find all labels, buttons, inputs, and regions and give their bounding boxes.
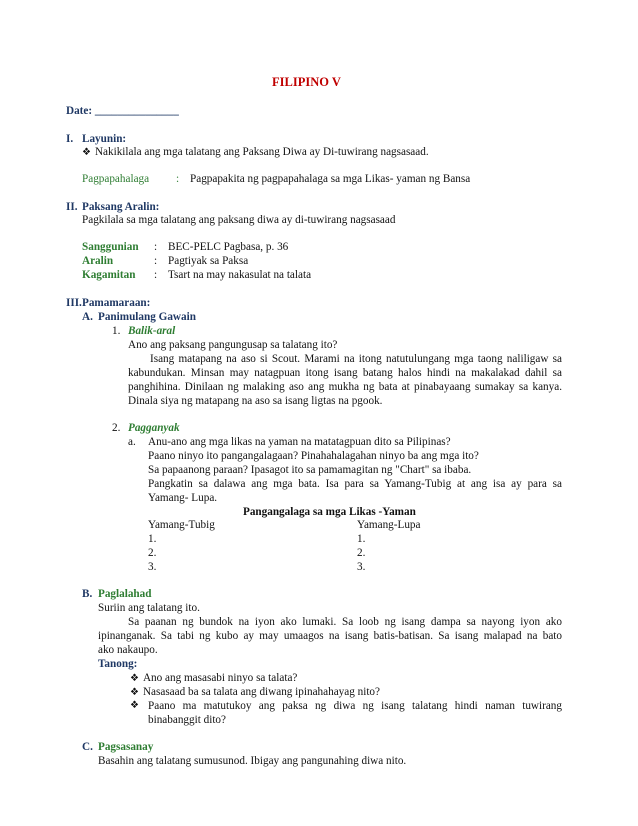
tanong-bullet-2 (130, 685, 380, 700)
kagamitan-row (82, 268, 312, 282)
pagganyak-a-label: a. (128, 436, 136, 448)
sub-a-label: Panimulang Gawain (98, 311, 196, 323)
diamond-bullet-icon: ❖ (130, 700, 139, 711)
date-line: Date: _______________ (66, 105, 179, 117)
pagganyak-line-2: Paano ninyo ito pangangalagaan? Pinahahalagahan ninyo ba ang mga ito? (148, 450, 479, 462)
pagpapahalaga-text: Pagpapakita ng pagpapahalaga sa mga Likas- yaman ng Bansa (190, 173, 471, 185)
paglalahad-line-3: ako nakaupo. (98, 644, 158, 656)
sanggunian-row (82, 240, 289, 254)
pagganyak-line-3: Sa papaanong paraan? Ipasagot ito sa pamamagitan ng "Chart" sa ibaba. (148, 464, 472, 476)
table-right-row-3: 3. (357, 561, 366, 573)
balik-aral-line-3: panghihina. Dinilaan ng malaking aso ang mukha ng bata at pinabayaang sumakay sa kanya. (128, 381, 562, 393)
table-title: Pangangalaga sa mga Likas -Yaman (243, 506, 416, 518)
item-2-number: 2. (112, 422, 121, 434)
kagamitan-value: Tsart na may nakasulat na talata (168, 269, 312, 281)
sanggunian-value: BEC-PELC Pagbasa, p. 36 (168, 241, 289, 253)
pagpapahalaga-row (82, 172, 471, 186)
paksa-description: Pagkilala sa mga talatang ang paksang diwa ay di-tuwirang nagsasaad (82, 214, 396, 226)
table-right-row-2: 2. (357, 547, 366, 559)
tanong-text-3-cont: binabanggit dito? (148, 714, 226, 726)
table-left-row-3: 3. (148, 561, 157, 573)
table-right-row-1: 1. (357, 533, 366, 545)
section-ii-heading (66, 200, 160, 214)
balik-aral-question: Ano ang paksang pangungusap sa talatang ito? (128, 339, 338, 351)
pagpapahalaga-colon: : (176, 173, 180, 185)
kagamitan-label: Kagamitan (82, 269, 136, 281)
table-left-row-1: 1. (148, 533, 157, 545)
sub-c-heading (82, 740, 154, 754)
diamond-bullet-icon: ❖ (82, 147, 91, 158)
sanggunian-colon: : (154, 241, 158, 253)
tanong-label: Tanong: (98, 658, 138, 670)
aralin-row (82, 254, 249, 268)
section-i-number: I. (66, 133, 74, 145)
aralin-value: Pagtiyak sa Paksa (168, 255, 249, 267)
paglalahad-line-2: ipinanganak. Sa tabi ng kubo ay may umaagos na isang batis-batisan. Sa isang malapad na bato (98, 630, 562, 642)
item-1-number: 1. (112, 325, 121, 337)
section-iii-label: Pamamaraan: (82, 297, 151, 309)
document-title: FILIPINO V (272, 75, 341, 89)
section-i-heading (66, 132, 127, 146)
sub-b-number: B. (82, 588, 93, 600)
section-ii-label: Paksang Aralin: (82, 201, 160, 213)
sub-b-heading (82, 587, 152, 601)
layunin-text: Nakikilala ang mga talatang ang Paksang Diwa ay Di-tuwirang nagsasaad. (94, 146, 429, 158)
section-i-label: Layunin: (82, 133, 127, 145)
section-iii-heading (66, 296, 151, 310)
section-ii-number: II. (66, 201, 78, 213)
table-col-header-left: Yamang-Tubig (148, 519, 215, 531)
pagganyak-a-line (128, 435, 451, 449)
sub-a-number: A. (82, 311, 93, 323)
section-iii-number: III. (66, 297, 82, 309)
sub-a-heading (82, 310, 196, 324)
diamond-bullet-icon: ❖ (130, 673, 139, 684)
item-2-heading (112, 421, 180, 435)
item-1-label: Balik-aral (128, 325, 176, 337)
pagganyak-line-4: Pangkatin sa dalawa ang mga bata. Isa para sa Yamang-Tubig at ang isa ay para sa (148, 478, 562, 490)
aralin-colon: : (154, 255, 158, 267)
diamond-bullet-icon: ❖ (130, 687, 139, 698)
pagganyak-line-1: Anu-ano ang mga likas na yaman na matatagpuan dito sa Pilipinas? (148, 436, 451, 448)
paglalahad-instruction: Suriin ang talatang ito. (98, 602, 200, 614)
paglalahad-line-1: Sa paanan ng bundok na iyon ako lumaki. Sa loob ng isang dampa sa nayong iyon ako (128, 616, 562, 628)
tanong-bullet-1 (130, 671, 297, 686)
sanggunian-label: Sanggunian (82, 241, 139, 253)
kagamitan-colon: : (154, 269, 158, 281)
item-1-heading (112, 324, 176, 338)
tanong-text-3: Paano ma matutukoy ang paksa ng diwa ng isang talatang hindi naman tuwirang (148, 700, 562, 712)
sub-c-number: C. (82, 741, 93, 753)
table-col-header-right: Yamang-Lupa (357, 519, 421, 531)
balik-aral-line-2: kabundukan. Minsan may natagpuan itong isang batang halos hindi na makalakad dahil sa (128, 367, 562, 379)
balik-aral-line-4: Dinala siya ng matapang na aso sa isang ligtas na pgook. (128, 395, 383, 407)
tanong-text-2: Nasasaad ba sa talata ang diwang ipinahahayag nito? (142, 686, 380, 698)
balik-aral-line-1: Isang matapang na aso si Scout. Marami na itong natutulungang mga taong naliligaw sa (150, 353, 562, 365)
pagsasanay-instruction: Basahin ang talatang sumusunod. Ibigay ang pangunahing diwa nito. (98, 755, 407, 767)
item-2-label: Pagganyak (128, 422, 180, 434)
pagganyak-line-5: Yamang- Lupa. (148, 492, 218, 504)
sub-c-label: Pagsasanay (98, 741, 154, 753)
layunin-bullet (82, 145, 429, 160)
sub-b-label: Paglalahad (98, 588, 152, 600)
pagpapahalaga-label: Pagpapahalaga (82, 173, 150, 185)
table-left-row-2: 2. (148, 547, 157, 559)
tanong-text-1: Ano ang masasabi ninyo sa talata? (142, 672, 298, 684)
aralin-label: Aralin (82, 255, 114, 267)
